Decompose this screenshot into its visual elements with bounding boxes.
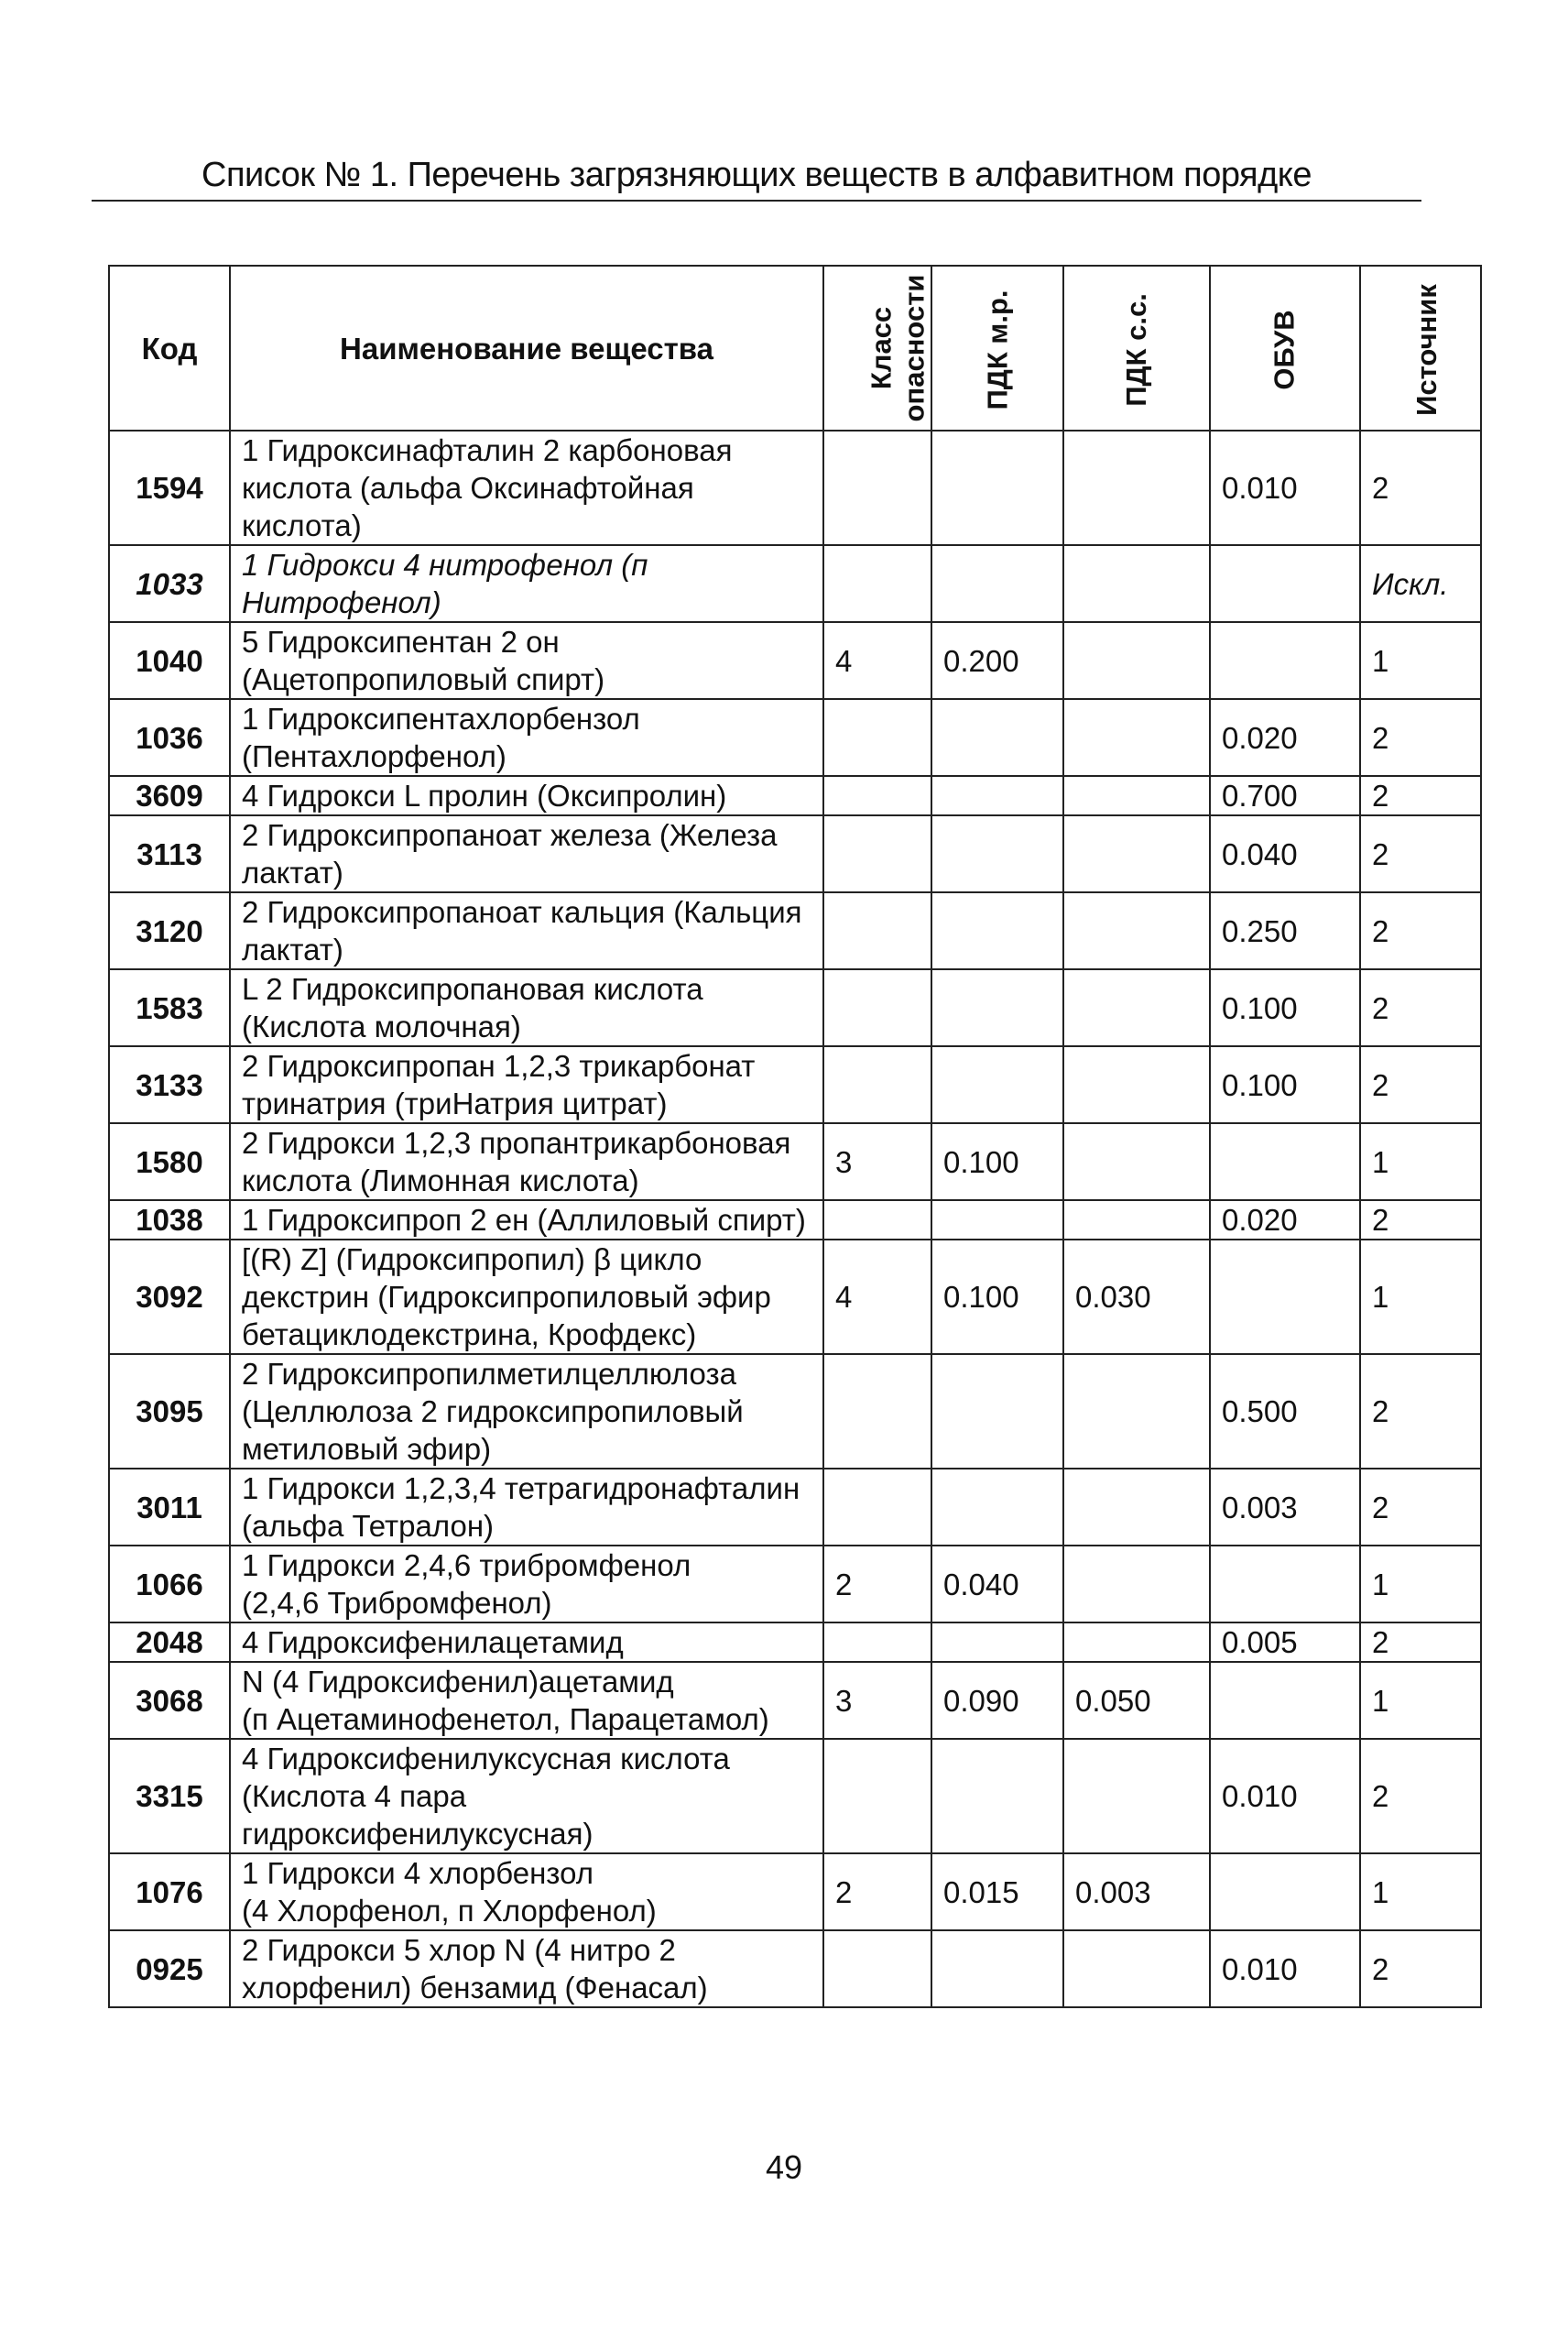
table-row [109,1469,1481,1546]
name-line: (Кислота молочная) [242,1010,521,1043]
cell-obuv: 0.100 [1210,969,1360,1046]
cell-code: 1038 [109,1200,230,1240]
table-row [109,1930,1481,2007]
cell-obuv: 0.100 [1210,1046,1360,1123]
table-row [109,776,1481,815]
cell-source: 2 [1360,1354,1481,1469]
cell-code: 1076 [109,1853,230,1930]
cell-name [230,1739,823,1853]
col-header-pdk-ss [1063,266,1210,431]
cell-source: 2 [1360,699,1481,776]
cell-hazard-class: 3 [823,1662,931,1739]
name-line: метиловый эфир) [242,1432,492,1466]
cell-source: 1 [1360,1123,1481,1200]
cell-pdk-mr [931,1930,1063,2007]
cell-pdk-ss [1063,1930,1210,2007]
cell-name [230,1853,823,1930]
table-row [109,1739,1481,1853]
cell-pdk-ss [1063,545,1210,622]
table-row [109,1622,1481,1662]
col-header-obuv-label: ОБУВ [1268,309,1301,390]
name-line: 2 Гидроксипропилметилцеллюлоза [242,1357,736,1391]
table-row [109,1046,1481,1123]
cell-pdk-ss [1063,1354,1210,1469]
cell-name [230,1046,823,1123]
cell-obuv [1210,1662,1360,1739]
col-header-pdk-ss-label: ПДК с.с. [1119,292,1152,407]
cell-hazard-class [823,1469,931,1546]
cell-source: 2 [1360,1469,1481,1546]
cell-obuv: 0.003 [1210,1469,1360,1546]
cell-hazard-class: 2 [823,1546,931,1622]
cell-source: 2 [1360,1046,1481,1123]
cell-pdk-ss [1063,431,1210,545]
name-line: лактат) [242,933,343,967]
table-row [109,545,1481,622]
name-line: (альфа Тетралон) [242,1509,495,1543]
cell-hazard-class [823,776,931,815]
name-line: тринатрия (триНатрия цитрат) [242,1087,668,1120]
name-line: (Ацетопропиловый спирт) [242,662,605,696]
cell-pdk-mr: 0.040 [931,1546,1063,1622]
cell-pdk-ss [1063,892,1210,969]
table-row [109,1354,1481,1469]
cell-name [230,1200,823,1240]
cell-pdk-ss [1063,1200,1210,1240]
cell-obuv: 0.005 [1210,1622,1360,1662]
cell-code: 3120 [109,892,230,969]
name-line: [(R) Z] (Гидроксипропил) β цикло [242,1242,702,1276]
col-header-pdk-mr [931,266,1063,431]
cell-hazard-class [823,1739,931,1853]
cell-obuv [1210,1546,1360,1622]
cell-hazard-class [823,1930,931,2007]
cell-pdk-mr: 0.200 [931,622,1063,699]
cell-code: 0925 [109,1930,230,2007]
cell-obuv: 0.010 [1210,431,1360,545]
col-header-hazard-class-line1: Класс [865,306,898,389]
cell-code: 1040 [109,622,230,699]
cell-name [230,1930,823,2007]
page-number: 49 [765,2148,803,2186]
cell-pdk-mr [931,969,1063,1046]
cell-hazard-class [823,699,931,776]
table-row [109,815,1481,892]
cell-source: 2 [1360,431,1481,545]
title-divider [92,200,1421,202]
cell-obuv: 0.020 [1210,699,1360,776]
name-line: (4 Хлорфенол, п Хлорфенол) [242,1894,657,1928]
name-line: (Кислота 4 пара гидроксифенилуксусная) [242,1779,593,1851]
name-line: (Пентахлорфенол) [242,739,506,773]
cell-source: 2 [1360,776,1481,815]
name-line: (п Ацетаминофенетол, Парацетамол) [242,1702,769,1736]
cell-code: 3133 [109,1046,230,1123]
cell-pdk-ss: 0.003 [1063,1853,1210,1930]
table-header-row [109,266,1481,431]
cell-hazard-class: 4 [823,622,931,699]
cell-pdk-ss: 0.030 [1063,1240,1210,1354]
cell-code: 1036 [109,699,230,776]
cell-pdk-ss [1063,1046,1210,1123]
cell-hazard-class [823,892,931,969]
cell-hazard-class [823,431,931,545]
cell-pdk-ss [1063,1546,1210,1622]
cell-code: 1594 [109,431,230,545]
cell-obuv [1210,1853,1360,1930]
name-line: декстрин (Гидроксипропиловый эфир [242,1280,771,1314]
col-header-obuv [1210,266,1360,431]
table-row [109,1200,1481,1240]
cell-code: 3315 [109,1739,230,1853]
name-line: 2 Гидрокси 5 хлор N (4 нитро 2 [242,1933,676,1967]
col-header-hazard-class-line2: опасности [898,274,931,421]
cell-source: 1 [1360,1662,1481,1739]
cell-obuv [1210,622,1360,699]
cell-source: 2 [1360,1739,1481,1853]
cell-obuv: 0.010 [1210,1739,1360,1853]
table-row [109,1662,1481,1739]
cell-source: 1 [1360,1546,1481,1622]
cell-pdk-ss [1063,1123,1210,1200]
cell-obuv: 0.010 [1210,1930,1360,2007]
cell-hazard-class [823,1046,931,1123]
cell-name [230,892,823,969]
cell-hazard-class [823,1354,931,1469]
cell-pdk-mr: 0.015 [931,1853,1063,1930]
name-line: 5 Гидроксипентан 2 он [242,625,560,659]
cell-code: 1583 [109,969,230,1046]
cell-name [230,969,823,1046]
table-row [109,699,1481,776]
cell-pdk-mr [931,892,1063,969]
cell-hazard-class [823,815,931,892]
name-line: 1 Гидроксипентахлорбензол [242,702,640,736]
cell-pdk-ss [1063,815,1210,892]
name-line: хлорфенил) бензамид (Фенасал) [242,1971,708,2005]
name-line: кислота (альфа Оксинафтойная кислота) [242,471,694,542]
cell-source: 2 [1360,969,1481,1046]
cell-pdk-ss [1063,699,1210,776]
name-line: (Целлюлоза 2 гидроксипропиловый [242,1394,744,1428]
cell-name [230,1622,823,1662]
col-header-source [1360,266,1481,431]
cell-pdk-ss [1063,622,1210,699]
cell-obuv: 0.500 [1210,1354,1360,1469]
cell-hazard-class: 4 [823,1240,931,1354]
col-header-source-label: Источник [1410,283,1443,416]
cell-code: 3113 [109,815,230,892]
cell-pdk-ss [1063,969,1210,1046]
cell-pdk-mr [931,1200,1063,1240]
cell-pdk-mr [931,1739,1063,1853]
cell-hazard-class [823,1200,931,1240]
cell-source: 2 [1360,892,1481,969]
cell-name [230,545,823,622]
name-line: L 2 Гидроксипропановая кислота [242,972,703,1006]
name-line: 2 Гидроксипропан 1,2,3 трикарбонат [242,1049,756,1083]
name-line: 1 Гидрокси 2,4,6 трибромфенол [242,1548,691,1582]
cell-name [230,622,823,699]
name-line: 2 Гидроксипропаноат кальция (Кальция [242,895,802,929]
cell-obuv [1210,545,1360,622]
cell-code: 3092 [109,1240,230,1354]
cell-source: 1 [1360,1853,1481,1930]
name-line: 1 Гидрокси 4 хлорбензол [242,1856,593,1890]
cell-pdk-ss [1063,1622,1210,1662]
cell-pdk-mr [931,699,1063,776]
col-header-pdk-mr-label: ПДК м.р. [981,290,1013,410]
cell-name [230,1469,823,1546]
cell-pdk-mr [931,1354,1063,1469]
cell-code: 2048 [109,1622,230,1662]
cell-code: 3609 [109,776,230,815]
page-title: Список № 1. Перечень загрязняющих веществ в алфавитном порядке [201,156,1312,194]
cell-code: 3068 [109,1662,230,1739]
cell-source: 2 [1360,1200,1481,1240]
cell-hazard-class: 2 [823,1853,931,1930]
cell-obuv [1210,1123,1360,1200]
name-line: 1 Гидрокси 4 нитрофенол (п Нитрофенол) [242,548,648,619]
cell-pdk-mr: 0.100 [931,1123,1063,1200]
table-row [109,622,1481,699]
cell-name [230,431,823,545]
table-row [109,1240,1481,1354]
cell-name [230,1546,823,1622]
cell-source: 2 [1360,1622,1481,1662]
name-line: 2 Гидроксипропаноат железа (Железа [242,818,778,852]
cell-hazard-class [823,1622,931,1662]
cell-name [230,776,823,815]
cell-obuv: 0.040 [1210,815,1360,892]
cell-name [230,1662,823,1739]
cell-source: 2 [1360,1930,1481,2007]
cell-obuv: 0.250 [1210,892,1360,969]
cell-pdk-mr [931,1469,1063,1546]
cell-pdk-mr: 0.100 [931,1240,1063,1354]
cell-name [230,1354,823,1469]
cell-pdk-ss [1063,1739,1210,1853]
cell-obuv: 0.700 [1210,776,1360,815]
table-row [109,1853,1481,1930]
name-line: N (4 Гидроксифенил)ацетамид [242,1665,674,1699]
cell-hazard-class [823,969,931,1046]
cell-source: 2 [1360,815,1481,892]
cell-name [230,1123,823,1200]
name-line: 1 Гидрокси 1,2,3,4 тетрагидронафталин [242,1471,800,1505]
name-line: 4 Гидроксифенилуксусная кислота [242,1742,730,1775]
table-row [109,431,1481,545]
cell-pdk-mr [931,1046,1063,1123]
table-row [109,892,1481,969]
cell-hazard-class [823,545,931,622]
name-line: лактат) [242,856,343,890]
name-line: 4 Гидрокси L пролин (Оксипролин) [242,779,727,813]
cell-pdk-mr [931,431,1063,545]
cell-source: 1 [1360,1240,1481,1354]
cell-code: 1580 [109,1123,230,1200]
cell-pdk-mr [931,776,1063,815]
cell-code: 3011 [109,1469,230,1546]
cell-code: 3095 [109,1354,230,1469]
name-line: 4 Гидроксифенилацетамид [242,1625,624,1659]
name-line: (2,4,6 Трибромфенол) [242,1586,552,1620]
cell-code: 1066 [109,1546,230,1622]
cell-name [230,699,823,776]
cell-pdk-mr [931,815,1063,892]
table-row [109,969,1481,1046]
name-line: 2 Гидрокси 1,2,3 пропантрикарбоновая [242,1126,791,1160]
col-header-hazard-class [823,266,931,431]
cell-pdk-mr [931,1622,1063,1662]
cell-obuv [1210,1240,1360,1354]
name-line: 1 Гидроксипроп 2 ен (Аллиловый спирт) [242,1203,806,1237]
cell-pdk-ss: 0.050 [1063,1662,1210,1739]
col-header-code: Код [109,266,230,431]
table-row [109,1123,1481,1200]
cell-source: 1 [1360,622,1481,699]
cell-name [230,815,823,892]
name-line: кислота (Лимонная кислота) [242,1164,639,1197]
name-line: 1 Гидроксинафталин 2 карбоновая [242,433,733,467]
cell-pdk-ss [1063,776,1210,815]
col-header-name: Наименование вещества [230,266,823,431]
cell-code: 1033 [109,545,230,622]
substances-table [108,265,1482,2008]
name-line: бетациклодекстрина, Крофдекс) [242,1317,697,1351]
cell-pdk-ss [1063,1469,1210,1546]
cell-pdk-mr: 0.090 [931,1662,1063,1739]
cell-name [230,1240,823,1354]
cell-obuv: 0.020 [1210,1200,1360,1240]
cell-source: Искл. [1360,545,1481,622]
cell-hazard-class: 3 [823,1123,931,1200]
cell-pdk-mr [931,545,1063,622]
table-row [109,1546,1481,1622]
